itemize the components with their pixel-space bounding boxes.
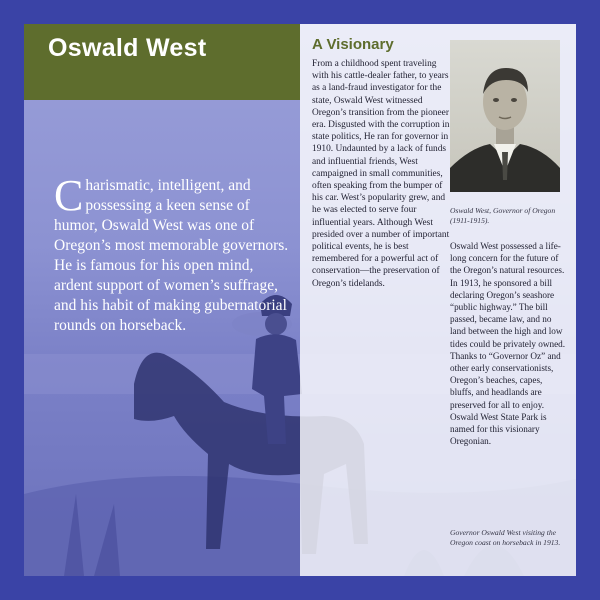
panel-title: Oswald West bbox=[48, 34, 207, 62]
title-bar bbox=[24, 24, 300, 100]
portrait-caption: Oswald West, Governor of Oregon (1911-1915). bbox=[450, 206, 556, 225]
photo-caption: Governor Oswald West visiting the Oregon coast on horseback in 1913. bbox=[450, 528, 561, 547]
panel-content bbox=[24, 24, 576, 576]
section-heading: A Visionary bbox=[312, 36, 394, 53]
portrait-photo bbox=[450, 40, 560, 192]
body-text-left: From a childhood spent traveling with his cattle-dealer father, to years as a land-fraud investigator for the state, Oswald West witnessed Oregon’s transition from the pioneer era. Disgusted with the corruption in state politics, He ran for governor in 1910. Undaunted by a lack of funds and influential friends, West campaigned in small communities, often speaking from the bumper of his car. West’s popularity grew, and he was elected to serve four influential years. Although West presided over a number of important political events, he is best remembered for a powerful act of conservation—the preservation of Oregon’s tidelands. bbox=[312, 59, 450, 289]
body-text-right: Oswald West possessed a life-long concern for the future of the Oregon’s natural resources. In 1913, he sponsored a bill declaring Oregon’s seashore “public highway.” The bill passed, became law, and no land between the high and low tides could be privately owned. Thanks to “Governor Oz” and other early conservationists, Oregon’s beaches, capes, bluffs, and headlands are preserved for all to enjoy. Oswald West State Park is named for this visionary Oregonian. bbox=[450, 241, 566, 447]
drop-cap: C bbox=[54, 171, 84, 220]
oswald-west-portrait bbox=[450, 40, 560, 192]
intro-text: harismatic, intelligent, and possessing a keen sense of humor, Oswald West was one of Oregon’s most memorable governors. He is famous for his open mind, ardent support of women’s suffrage, and his habit of making gubernatorial rounds on horseback. bbox=[54, 177, 289, 334]
intro-paragraph bbox=[54, 171, 294, 336]
